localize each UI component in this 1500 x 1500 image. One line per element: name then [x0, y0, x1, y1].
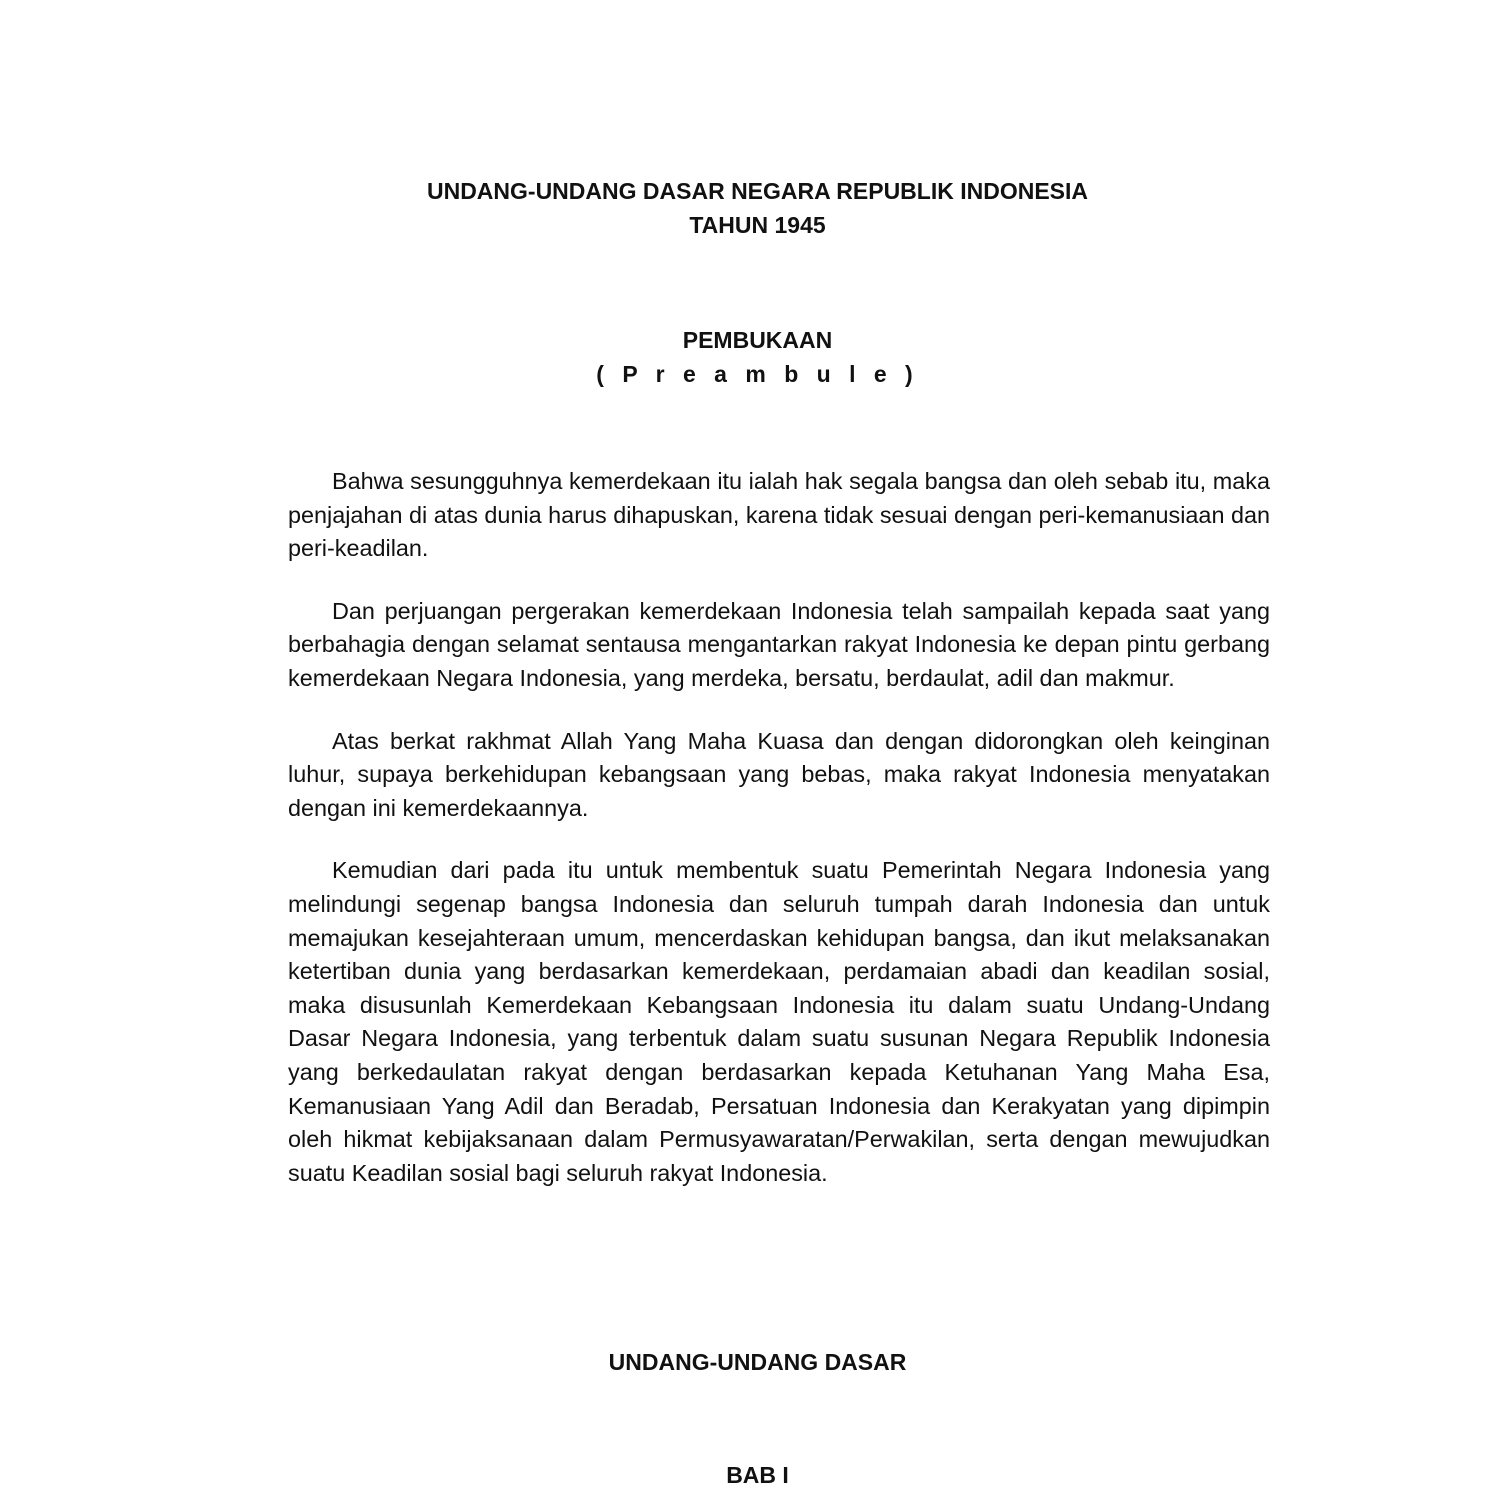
paragraph: Kemudian dari pada itu untuk membentuk suatu Pemerintah Negara Indonesia yang melindungi segenap bangsa Indonesia dan seluruh tumpah darah Indonesia dan untuk memajukan kesejahteraan umum, mencerdaskan kehidupan bangsa, dan ikut melaksanakan ketertiban dunia yang berdasarkan kemerdekaan, perdamaian abadi dan keadilan sosial, maka disusunlah Kemerdekaan Kebangsaan Indonesia itu dalam suatu Undang-Undang Dasar Negara Indonesia, yang terbentuk dalam suatu susunan Negara Republik Indonesia yang berkedaulatan rakyat dengan berdasarkan kepada Ketuhanan Yang Maha Esa, Kemanusiaan Yang Adil dan Beradab, Persatuan Indonesia dan Kerakyatan yang dipimpin oleh hikmat kebijaksanaan dalam Permusyawaratan/Perwakilan, serta dengan mewujudkan suatu Keadilan sosial bagi seluruh rakyat Indonesia.: [288, 857, 1270, 1186]
section-title: PEMBUKAAN: [682, 327, 833, 353]
paragraph: Atas berkat rakhmat Allah Yang Maha Kuasa dan dengan didorongkan oleh keinginan luhur, supaya berkehidupan kebangsaan yang bebas, maka rakyat Indonesia menyatakan dengan ini kemerdekaannya.: [288, 727, 1270, 821]
title-line-2: TAHUN 1945: [689, 212, 826, 238]
section-heading: [0, 323, 1500, 391]
chapter-heading: BAB I: [726, 1462, 789, 1488]
document-title: [0, 174, 1500, 242]
paragraph: Bahwa sesungguhnya kemerdekaan itu ialah hak segala bangsa dan oleh sebab itu, maka penjajahan di atas dunia harus dihapuskan, karena tidak sesuai dengan peri-kemanusiaan dan peri-keadilan.: [288, 468, 1270, 562]
part-heading: UNDANG-UNDANG DASAR: [608, 1349, 907, 1375]
paragraph: Dan perjuangan pergerakan kemerdekaan Indonesia telah sampailah kepada saat yang berbahagia dengan selamat sentausa mengantarkan rakyat Indonesia ke depan pintu gerbang kemerdekaan Negara Indonesia, yang merdeka, bersatu, berdaulat, adil dan makmur.: [288, 597, 1270, 691]
title-line-1: UNDANG-UNDANG DASAR NEGARA REPUBLIK INDONESIA: [426, 178, 1089, 204]
preamble-body: [288, 465, 1270, 1190]
section-subtitle: ( P r e a m b u l e ): [596, 361, 919, 387]
